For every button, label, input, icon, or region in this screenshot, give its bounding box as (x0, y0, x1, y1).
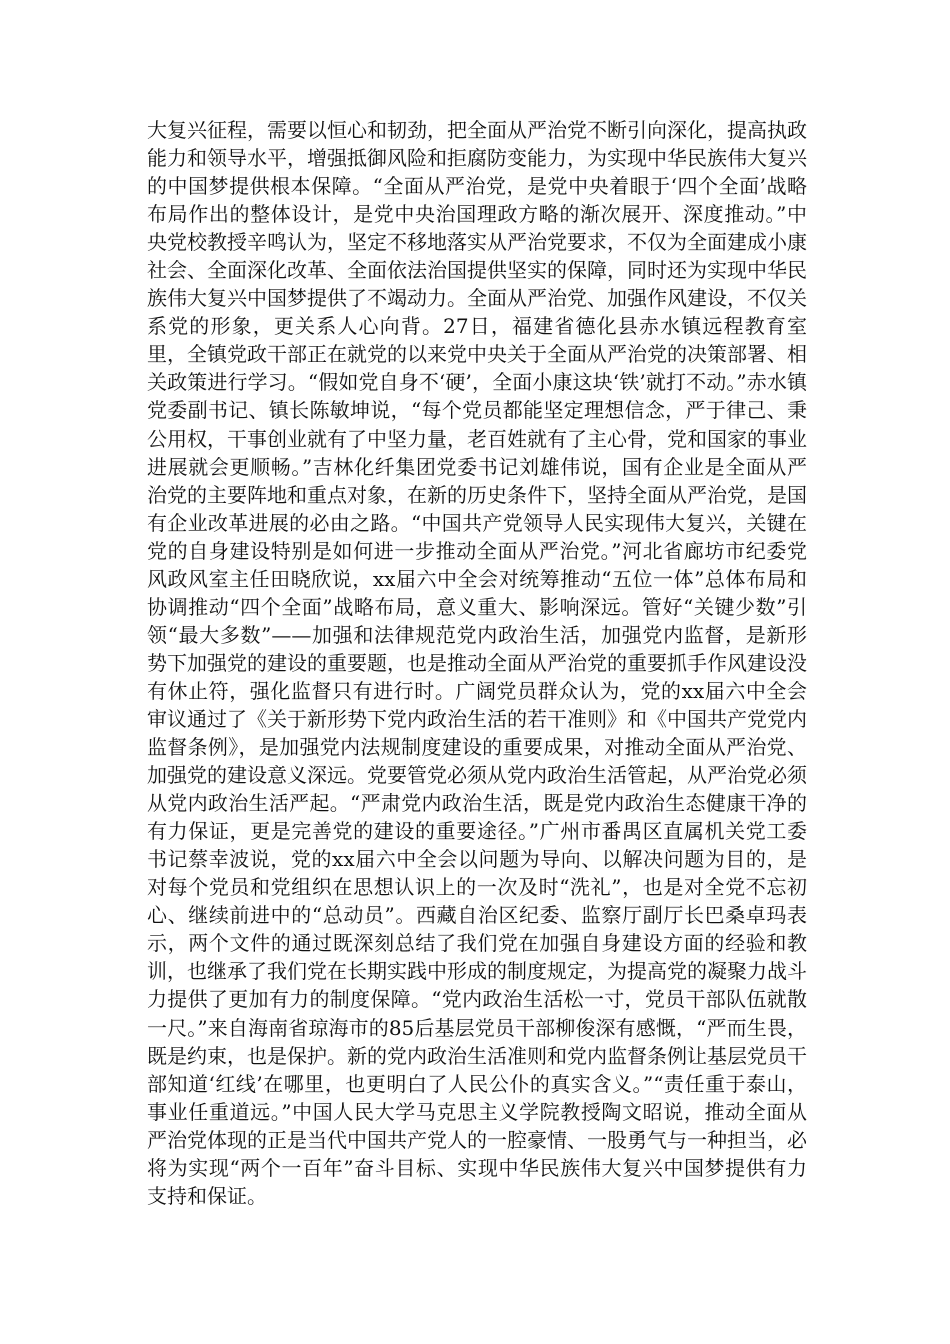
body-paragraph: 大复兴征程，需要以恒心和韧劲，把全面从严治党不断引向深化，提高执政能力和领导水平，增强抵御风险和拒腐防变能力，为实现中华民族伟大复兴的中国梦提供根本保障。“全面从严治党，是党中央着眼于‘四个全面’战略布局作出的整体设计，是党中央治国理政方略的渐次展开、深度推动。”中央党校教授辛鸣认为，坚定不移地落实从严治党要求，不仅为全面建成小康社会、全面深化改革、全面依法治国提供坚实的保障，同时还为实现中华民族伟大复兴中国梦提供了不竭动力。全面从严治党、加强作风建设，不仅关系党的形象，更关系人心向背。27日，福建省德化县赤水镇远程教育室里，全镇党政干部正在就党的以来党中央关于全面从严治党的决策部署、相关政策进行学习。“假如党自身不‘硬’，全面小康这块‘铁’就打不动。”赤水镇党委副书记、镇长陈敏坤说，“每个党员都能坚定理想信念，严于律己、秉公用权，干事创业就有了中坚力量，老百姓就有了主心骨，党和国家的事业进展就会更顺畅。”吉林化纤集团党委书记刘雄伟说，国有企业是全面从严治党的主要阵地和重点对象，在新的历史条件下，坚持全面从严治党，是国有企业改革进展的必由之路。“中国共产党领导人民实现伟大复兴，关键在党的自身建设特别是如何进一步推动全面从严治党。”河北省廊坊市纪委党风政风室主任田晓欣说，xx届六中全会对统筹推动“五位一体”总体布局和协调推动“四个全面”战略布局，意义重大、影响深远。管好“关键少数”引领“最大多数”——加强和法律规范党内政治生活，加强党内监督，是新形势下加强党的建设的重要题，也是推动全面从严治党的重要抓手作风建设没有休止符，强化监督只有进行时。广阔党员群众认为，党的xx届六中全会审议通过了《关于新形势下党内政治生活的若干准则》和《中国共产党党内监督条例》，是加强党内法规制度建设的重要成果，对推动全面从严治党、加强党的建设意义深远。党要管党必须从党内政治生活管起，从严治党必须从党内政治生活严起。“严肃党内政治生活，既是党内政治生态健康干净的有力保证，更是完善党的建设的重要途径。”广州市番禺区直属机关党工委书记蔡幸波说，党的xx届六中全会以问题为导向、以解决问题为目的，是对每个党员和党组织在思想认识上的一次及时“洗礼”，也是对全党不忘初心、继续前进中的“总动员”。西藏自治区纪委、监察厅副厅长巴桑卓玛表示，两个文件的通过既深刻总结了我们党在加强自身建设方面的经验和教训，也继承了我们党在长期实践中形成的制度规定，为提高党的凝聚力战斗力提供了更加有力的制度保障。“党内政治生活松一寸，党员干部队伍就散一尺。”来自海南省琼海市的85后基层党员干部柳俊深有感慨，“严而生畏，既是约束，也是保护。新的党内政治生活准则和党内监督条例让基层党员干部知道‘红线’在哪里，也更明白了人民公仆的真实含义。”“责任重于泰山，事业任重道远。”中国人民大学马克思主义学院教授陶文昭说，推动全面从严治党体现的正是当代中国共产党人的一腔豪情、一股勇气与一种担当，必将为实现“两个一百年”奋斗目标、实现中华民族伟大复兴中国梦提供有力支持和保证。 (147, 118, 807, 1208)
